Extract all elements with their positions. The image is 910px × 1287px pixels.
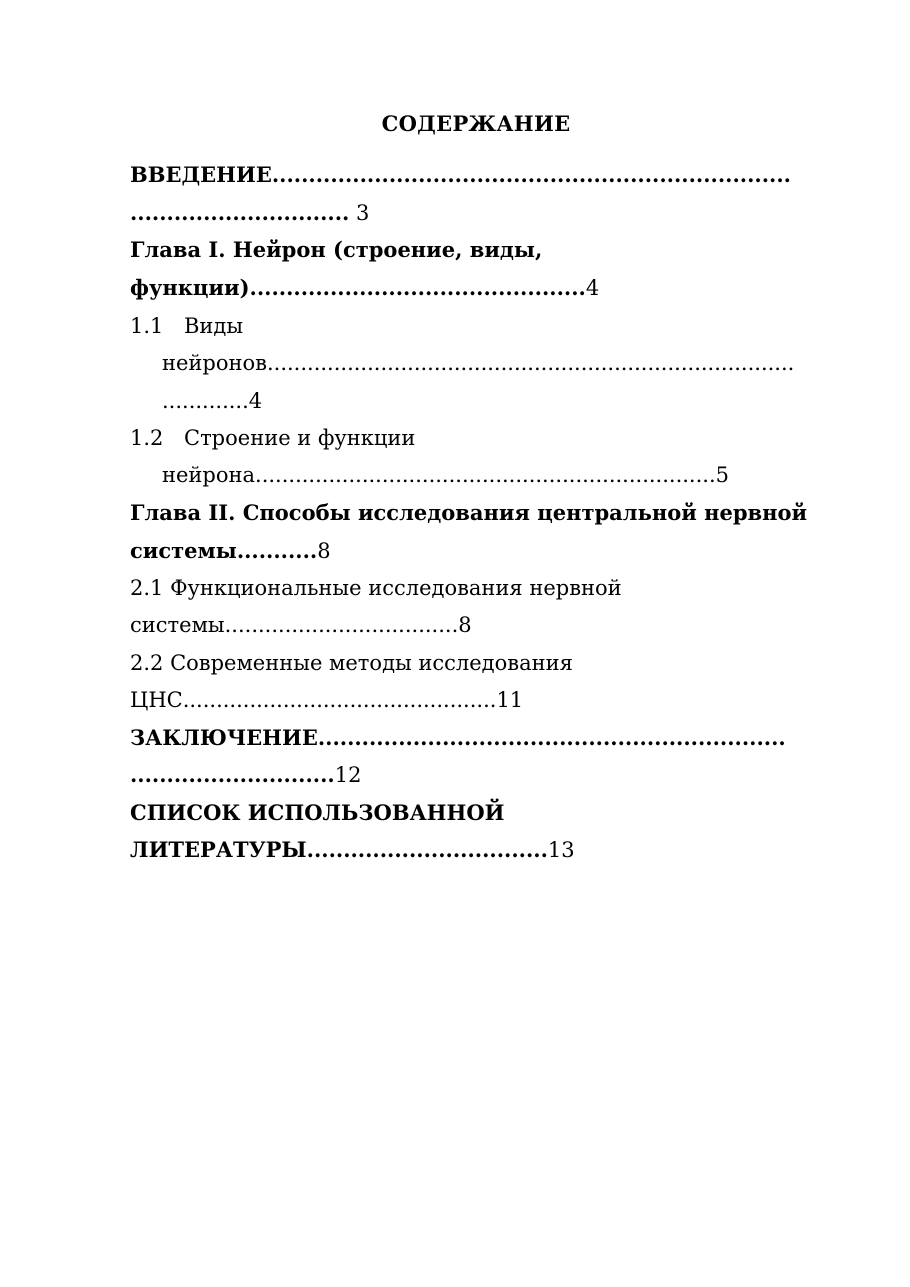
toc-entry-2-1-text: 2.1 Функциональные исследования нервной (130, 576, 622, 600)
toc-entry-chapter1-line2 (130, 275, 599, 301)
toc-entry-2-2-text: 2.2 Современные методы исследования (130, 651, 573, 675)
toc-page-number: 8 (317, 539, 331, 563)
toc-page-number: 3 (356, 201, 370, 225)
toc-entry-references-text-cont: ЛИТЕРАТУРЫ................................. (130, 837, 548, 862)
toc-entry-intro-line2 (130, 200, 369, 226)
toc-page-number: 11 (496, 688, 524, 712)
toc-page-number: 5 (715, 463, 729, 487)
toc-page-number: 12 (334, 763, 362, 787)
toc-entry-1-1-text: Виды (184, 314, 244, 338)
toc-entry-chapter1-text: Глава I. Нейрон (строение, виды, (130, 237, 543, 262)
toc-entry-1-2-line2 (162, 462, 729, 488)
toc-entry-1-2-text-cont: нейрона..................................................................... (162, 463, 716, 487)
toc-entry-chapter2-line1 (130, 500, 807, 526)
toc-page-number: 4 (248, 389, 263, 413)
toc-page-number: 4 (585, 276, 600, 300)
toc-page-number: 13 (547, 838, 575, 862)
toc-leader-dots: .............................. (130, 200, 350, 225)
toc-entry-1-1-line1 (130, 313, 243, 339)
toc-entry-2-1-line2 (130, 612, 472, 638)
toc-leader-dots: ............................ (130, 762, 335, 787)
toc-entry-intro-text: ВВЕДЕНИЕ....................................................................... (130, 162, 791, 187)
toc-entry-1-1-line2 (162, 350, 794, 376)
toc-entry-1-1-text-cont: нейронов............................................................................... (162, 351, 795, 375)
toc-entry-chapter1-line1 (130, 237, 542, 263)
toc-entry-chapter2-text: Глава II. Способы исследования центральной нервной (130, 500, 808, 525)
toc-entry-2-2-text-cont: ЦНС............................................... (130, 688, 497, 712)
toc-entry-2-2-line2 (130, 687, 523, 713)
toc-entry-references-line2 (130, 837, 575, 863)
toc-section-number: 1.1 (130, 314, 164, 338)
toc-entry-references-line1 (130, 800, 505, 826)
toc-entry-conclusion-line2 (130, 762, 361, 788)
toc-entry-chapter1-text-cont: функции).............................................. (130, 275, 586, 300)
page-title: СОДЕРЖАНИЕ (381, 111, 571, 136)
toc-entry-conclusion-text: ЗАКЛЮЧЕНИЕ................................................................ (130, 725, 786, 750)
toc-leader-dots: ............. (162, 389, 249, 413)
toc-entry-1-2-text: Строение и функции (184, 426, 416, 450)
toc-entry-intro-line1 (130, 162, 791, 188)
toc-entry-chapter2-text-cont: системы........... (130, 538, 318, 563)
toc-entry-1-1-line3 (162, 388, 262, 414)
toc-entry-chapter2-line2 (130, 538, 331, 564)
toc-entry-conclusion-line1 (130, 725, 786, 751)
toc-page-number: 8 (458, 613, 472, 637)
toc-entry-1-2-line1 (130, 425, 415, 451)
toc-entry-2-1-line1 (130, 575, 622, 601)
toc-entry-2-1-text-cont: системы................................... (130, 613, 459, 637)
toc-section-number: 1.2 (130, 426, 164, 450)
toc-entry-2-2-line1 (130, 650, 573, 676)
toc-entry-references-text: СПИСОК ИСПОЛЬЗОВАННОЙ (130, 800, 505, 825)
